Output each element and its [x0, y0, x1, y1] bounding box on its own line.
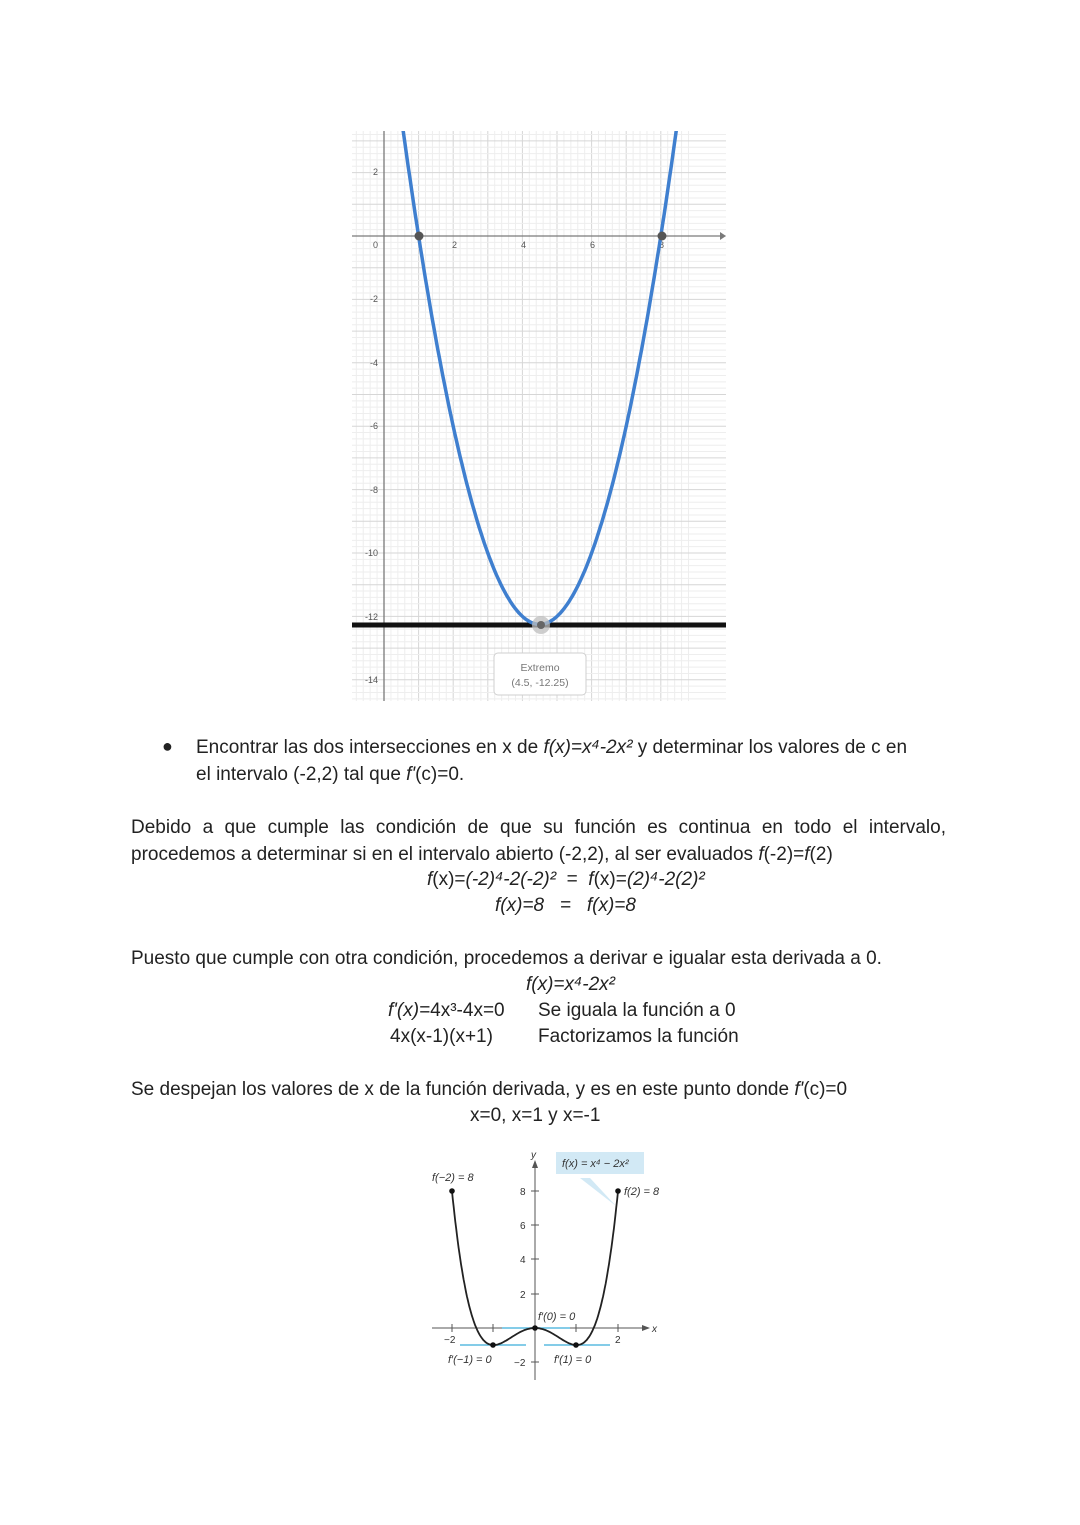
label-fprime-1: f′(1) = 0 — [554, 1354, 592, 1366]
factored-expression: 4x(x-1)(x+1) — [390, 1026, 493, 1047]
x-tick-0: 0 — [373, 240, 379, 250]
para1-line-1: Debido a que cumple las condición de que su función es continua en todo el intervalo, — [131, 817, 946, 838]
critical-points: x=0, x=1 y x=-1 — [470, 1105, 601, 1126]
y-tick-m2: -2 — [369, 294, 378, 304]
point-critical-1 — [573, 1342, 579, 1348]
para3-line-1 — [131, 1076, 847, 1103]
label-fprime-minus-1: f′(−1) = 0 — [448, 1354, 492, 1366]
bullet-text: Encontrar las dos intersecciones en x de — [196, 737, 544, 758]
y-tick-m4: -4 — [369, 358, 378, 368]
vertex-point — [537, 621, 545, 629]
f-symbol: f — [758, 844, 764, 865]
label-f-minus-2: f(−2) = 8 — [432, 1172, 474, 1184]
parabola-graph — [352, 131, 726, 701]
point-critical-0 — [532, 1325, 538, 1331]
y-axis-arrow — [532, 1160, 538, 1168]
y-tick-m2: −2 — [514, 1358, 526, 1369]
y-tick-m10: -10 — [364, 548, 378, 558]
extremum-coords: (4.5, -12.25) — [511, 677, 569, 689]
evaluation-equation — [427, 866, 705, 893]
point-critical-minus-1 — [490, 1342, 496, 1348]
para-text: (-2)= — [763, 844, 805, 865]
y-tick-m6: -6 — [369, 421, 378, 431]
intersection-point-right — [658, 232, 667, 241]
bullet-text: el intervalo (-2,2) tal que — [196, 764, 407, 785]
derivative-note: Se iguala la función a 0 — [538, 1000, 736, 1021]
para-text: Se despejan los valores de x de la función derivada, y es en este punto donde — [131, 1079, 795, 1100]
equals-sign: = — [556, 869, 589, 890]
x-tick-m2: −2 — [444, 1335, 456, 1346]
derivative-equation — [388, 997, 505, 1024]
bullet-line-1 — [196, 734, 907, 761]
x-tick-8: 8 — [659, 240, 665, 250]
x-axis-arrow — [642, 1325, 650, 1331]
callout-label: f(x) = x⁴ − 2x² — [562, 1158, 629, 1170]
f-symbol: f — [588, 869, 594, 890]
derivative-symbol: f'(x)= — [388, 1000, 431, 1021]
eq-text: (-2)⁴-2(-2)² — [465, 869, 557, 890]
x-tick-4: 4 — [521, 240, 527, 250]
derivative-symbol: f' — [794, 1079, 804, 1100]
y-tick-m8: -8 — [369, 485, 378, 495]
para-text: (c)=0 — [803, 1079, 848, 1100]
label-fprime-0: f′(0) = 0 — [538, 1311, 576, 1323]
y-axis-label: y — [531, 1150, 536, 1161]
evaluation-result: f(x)=8 = f(x)=8 — [495, 895, 636, 916]
intersection-point-left — [415, 232, 424, 241]
eq-text: (x)= — [593, 869, 627, 890]
derivative-symbol: f' — [406, 764, 416, 785]
y-tick-2: 2 — [372, 167, 378, 177]
y-tick-m12: -12 — [364, 612, 378, 622]
y-tick-8: 8 — [520, 1187, 526, 1198]
f-symbol: f — [804, 844, 810, 865]
y-tick-2: 2 — [520, 1290, 526, 1301]
x-tick-2: 2 — [615, 1335, 621, 1346]
quartic-graph — [420, 1148, 680, 1384]
point-f-minus-2 — [449, 1188, 455, 1194]
bullet-text: y determinar los valores de c en — [632, 737, 908, 758]
para1-line-2 — [131, 841, 833, 868]
f-symbol: f — [427, 869, 433, 890]
para-text: procedemos a determinar si en el intervalo abierto (-2,2), al ser evaluados — [131, 844, 759, 865]
bullet-marker: ● — [162, 736, 173, 756]
label-f-2: f(2) = 8 — [624, 1186, 660, 1198]
function-expression: f(x)=x⁴-2x² — [543, 737, 633, 758]
y-tick-6: 6 — [520, 1221, 526, 1232]
bullet-text: (c)=0. — [415, 764, 465, 785]
bullet-line-2 — [196, 761, 464, 788]
para-text: (2) — [809, 844, 833, 865]
extremum-tooltip — [494, 653, 586, 695]
x-axis-label: x — [652, 1324, 657, 1335]
x-tick-2: 2 — [452, 240, 458, 250]
y-tick-m14: -14 — [364, 675, 378, 685]
eq-text: 4x³-4x=0 — [430, 1000, 505, 1021]
para2-line-1: Puesto que cumple con otra condición, procedemos a derivar e igualar esta derivada a 0. — [131, 948, 882, 969]
y-tick-4: 4 — [520, 1255, 526, 1266]
extremum-title: Extremo — [520, 662, 560, 674]
factor-note: Factorizamos la función — [538, 1026, 739, 1047]
eq-text: (2)⁴-2(2)² — [626, 869, 705, 890]
eq-text: (x)= — [432, 869, 466, 890]
point-f-2 — [615, 1188, 621, 1194]
x-tick-6: 6 — [590, 240, 596, 250]
function-definition: f(x)=x⁴-2x² — [526, 974, 615, 995]
